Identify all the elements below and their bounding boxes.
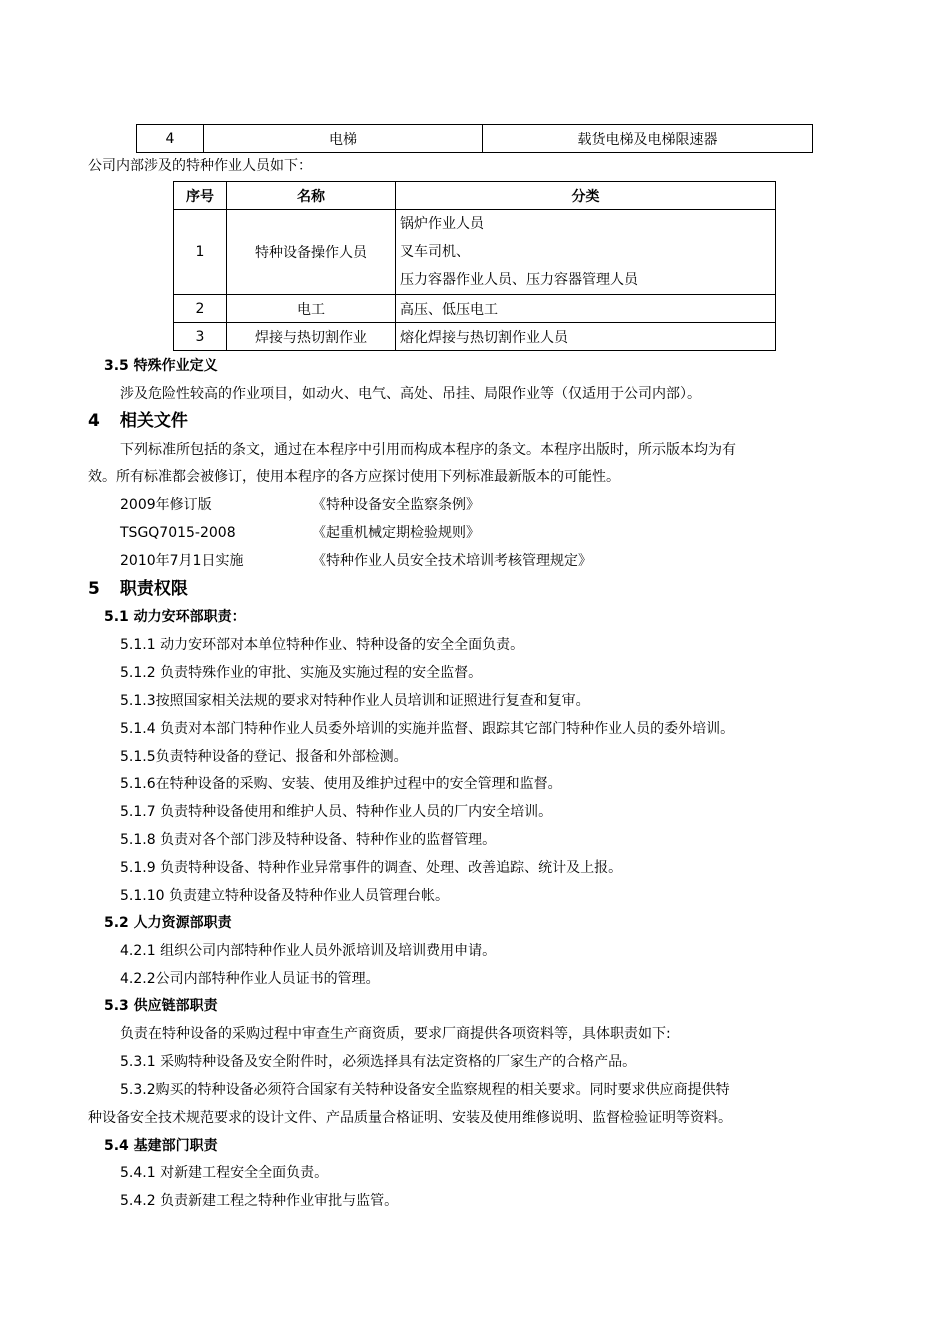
row-number: 4 — [137, 125, 204, 153]
section-5-1-title: 5.1 动力安环部职责： — [104, 609, 246, 625]
section-5-3-intro: 负责在特种设备的采购过程中审查生产商资质，要求厂商提供各项资料等，具体职责如下: — [120, 1026, 671, 1042]
list-item: 5.3.1 采购特种设备及安全附件时，必须选择具有法定资格的厂家生产的合格产品。 — [120, 1054, 637, 1070]
equipment-table-tail — [136, 124, 813, 153]
section-4-heading — [88, 410, 188, 432]
list-item: 5.1.5负责特种设备的登记、报备和外部检测。 — [120, 749, 408, 765]
reference-code: 2009年修订版 — [120, 497, 212, 513]
category-item: 锅炉作业人员 — [400, 216, 484, 232]
header-no: 序号 — [174, 182, 227, 210]
category-item: 熔化焊接与热切割作业人员 — [396, 323, 776, 351]
section-title: 职责权限 — [119, 579, 188, 599]
header-category: 分类 — [396, 182, 776, 210]
reference-code: TSGQ7015-2008 — [120, 525, 236, 541]
list-item: 4.2.1 组织公司内部特种作业人员外派培训及培训费用申请。 — [120, 943, 497, 959]
section-5-2-title: 5.2 人力资源部职责 — [104, 915, 232, 931]
reference-name: 《特种作业人员安全技术培训考核管理规定》 — [312, 553, 592, 569]
row-number: 2 — [174, 295, 227, 323]
section-5-4-title: 5.4 基建部门职责 — [104, 1138, 218, 1154]
category-item: 叉车司机、 — [400, 244, 470, 260]
section-title: 相关文件 — [119, 411, 188, 431]
section-number: 5 — [88, 579, 100, 599]
list-item: 5.1.7 负责特种设备使用和维护人员、特种作业人员的厂内安全培训。 — [120, 804, 553, 820]
table-row — [174, 210, 776, 295]
section-5-heading — [88, 578, 188, 600]
table-row — [174, 295, 776, 323]
list-item: 5.1.3按照国家相关法规的要求对特种作业人员培训和证照进行复查和复审。 — [120, 693, 590, 709]
equipment-name: 电梯 — [204, 125, 483, 153]
reference-name: 《起重机械定期检验规则》 — [312, 525, 480, 541]
personnel-table — [173, 181, 776, 351]
header-name: 名称 — [227, 182, 396, 210]
equipment-type: 载货电梯及电梯限速器 — [483, 125, 813, 153]
category-item: 高压、低压电工 — [396, 295, 776, 323]
row-number: 3 — [174, 323, 227, 351]
table-header-row — [174, 182, 776, 210]
list-item: 5.4.1 对新建工程安全全面负责。 — [120, 1165, 329, 1181]
list-item: 5.1.1 动力安环部对本单位特种作业、特种设备的安全全面负责。 — [120, 637, 525, 653]
row-number: 1 — [174, 210, 227, 295]
section-4-para-line1: 下列标准所包括的条文，通过在本程序中引用而构成本程序的条文。本程序出版时，所示版本均为有 — [120, 442, 736, 458]
section-number: 4 — [88, 411, 100, 431]
personnel-category — [396, 210, 776, 295]
list-item-line1: 5.3.2购买的特种设备必须符合国家有关特种设备安全监察规程的相关要求。同时要求供应商提供特 — [120, 1082, 730, 1098]
table-row — [174, 323, 776, 351]
intro-line: 公司内部涉及的特种作业人员如下： — [88, 158, 312, 174]
section-4-para-line2: 效。所有标准都会被修订，使用本程序的各方应探讨使用下列标准最新版本的可能性。 — [88, 469, 620, 485]
list-item: 5.1.4 负责对本部门特种作业人员委外培训的实施并监督、跟踪其它部门特种作业人员的委外培训。 — [120, 721, 735, 737]
personnel-name: 特种设备操作人员 — [227, 210, 396, 295]
section-3-5-title: 3.5 特殊作业定义 — [104, 358, 218, 374]
personnel-name: 电工 — [227, 295, 396, 323]
table-row — [137, 125, 813, 153]
category-item: 压力容器作业人员、压力容器管理人员 — [400, 272, 638, 288]
list-item-line2: 种设备安全技术规范要求的设计文件、产品质量合格证明、安装及使用维修说明、监督检验证明等资料。 — [88, 1110, 732, 1126]
list-item: 5.1.9 负责特种设备、特种作业异常事件的调查、处理、改善追踪、统计及上报。 — [120, 860, 623, 876]
section-5-3-title: 5.3 供应链部职责 — [104, 998, 218, 1014]
list-item: 5.1.8 负责对各个部门涉及特种设备、特种作业的监督管理。 — [120, 832, 497, 848]
personnel-name: 焊接与热切割作业 — [227, 323, 396, 351]
list-item: 5.1.10 负责建立特种设备及特种作业人员管理台帐。 — [120, 888, 449, 904]
list-item: 4.2.2公司内部特种作业人员证书的管理。 — [120, 971, 380, 987]
list-item: 5.4.2 负责新建工程之特种作业审批与监管。 — [120, 1193, 399, 1209]
section-3-5-text: 涉及危险性较高的作业项目，如动火、电气、高处、吊挂、局限作业等（仅适用于公司内部）。 — [120, 386, 701, 402]
list-item: 5.1.2 负责特殊作业的审批、实施及实施过程的安全监督。 — [120, 665, 483, 681]
reference-code: 2010年7月1日实施 — [120, 553, 244, 569]
list-item: 5.1.6在特种设备的采购、安装、使用及维护过程中的安全管理和监督。 — [120, 776, 562, 792]
reference-name: 《特种设备安全监察条例》 — [312, 497, 480, 513]
